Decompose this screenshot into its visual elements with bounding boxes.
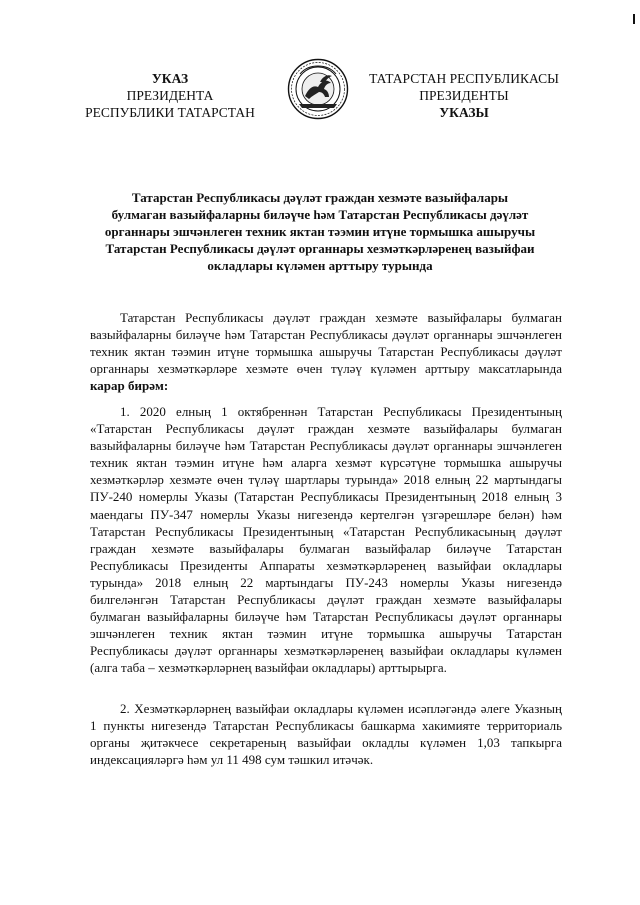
header-right-line-3: УКАЗЫ — [439, 105, 489, 120]
header-right-line-2: ПРЕЗИДЕНТЫ — [419, 88, 509, 103]
title-line-5: окладлары күләмен арттыру турында — [207, 258, 433, 273]
paragraph-2 — [90, 700, 562, 768]
paragraph-1-text: 1. 2020 елның 1 октябреннән Татарстан Республикасы Президентының «Татарстан Республикасы дәүләт граждан хезмәте вазыйфалары булмаган вазыйфаларны биләүче һәм Татарстан Республикасы дәүләт органнары эшчәнлеген техник яктан тәэмин итүне һәм аларга хезмәт күрсәтүне тормышка ашыручы хезмәткәрләр хезмәте өчен түләү шартлары турында» 2018 елның 22 мартындагы ПУ-240 номерлы Указы (Татарстан Республикасы Президентының 2018 елның 3 маендагы ПУ-347 номерлы Указы нигезендә кертелгән үзгәрешләре белән) һәм Татарстан Республикасы Президентының «Татарстан Республикасының дәүләт граждан хезмәте вазыйфалары булмаган вазыйфалар биләүче Татарстан Республикасы Президенты Аппараты хезмәткәрләренең вазыйфаи окладлары турында» 2018 елның 22 мартындагы ПУ-243 номерлы Указы нигезендә билгеләнгән Татарстан Республикасы дәүләт граждан хезмәте вазыйфалары булмаган вазыйфаларны биләүче һәм Татарстан Республикасы дәүләт органнары эшчәнлеген техник яктан тәэмин итүне тормышка ашыручы Татарстан Республикасы дәүләт органнары хезмәткәрләренең вазыйфаи окладлары күләмен (алга таба – хезмәткәрләрнең вазыйфаи окладлары) арттырырга. — [90, 404, 562, 676]
header-left-line-3: РЕСПУБЛИКИ ТАТАРСТАН — [85, 105, 255, 120]
header-right-line-1: ТАТАРСТАН РЕСПУБЛИКАСЫ — [369, 71, 559, 86]
title-line-4: Татарстан Республикасы дәүләт органнары хезмәткәрләренең вазыйфаи — [105, 241, 535, 256]
title-line-3: органнары эшчәнлеген техник яктан тәэмин итүне тормышка ашыручы — [104, 224, 536, 239]
paragraph-2-text: 2. Хезмәткәрләрнең вазыйфаи окладлары күләмен исәпләгәндә әлеге Указның 1 пункты нигезендә Татарстан Республикасы башкарма хакимияте территориаль органы җитәкчесе секретареның вазыйфаи окладлы күләмен 1,03 тапкырга индексацияләргә һәм ул 11 498 сум тәшкил итәчәк. — [90, 701, 562, 768]
title-line-1: Татарстан Республикасы дәүләт граждан хезмәте вазыйфалары — [131, 190, 509, 205]
document-title — [60, 189, 580, 274]
paragraph-1 — [90, 403, 562, 677]
header-left-russian — [70, 70, 270, 121]
header-right-tatar — [364, 70, 564, 121]
title-line-2: булмаган вазыйфаларны биләүче һәм Татарстан Республикасы дәүләт — [111, 207, 529, 222]
intro-paragraph — [90, 309, 562, 394]
header-left-line-1: УКАЗ — [151, 71, 189, 86]
page-edge-mark — [633, 14, 635, 24]
header-left-line-2: ПРЕЗИДЕНТА — [126, 88, 214, 103]
intro-text: Татарстан Республикасы дәүләт граждан хезмәте вазыйфалары булмаган вазыйфаларны биләүче һәм Татарстан Республикасы дәүләт органнары эшчәнлеген техник яктан тәэмин итүне тормышка ашыручы Татарстан Республикасы дәүләт органнары хезмәткәрләре хезмәте өчен түләү күләмен арттыру максатларында — [90, 310, 562, 377]
tatarstan-coat-of-arms-icon — [287, 58, 349, 120]
intro-decree-phrase: карар бирәм: — [90, 378, 169, 394]
